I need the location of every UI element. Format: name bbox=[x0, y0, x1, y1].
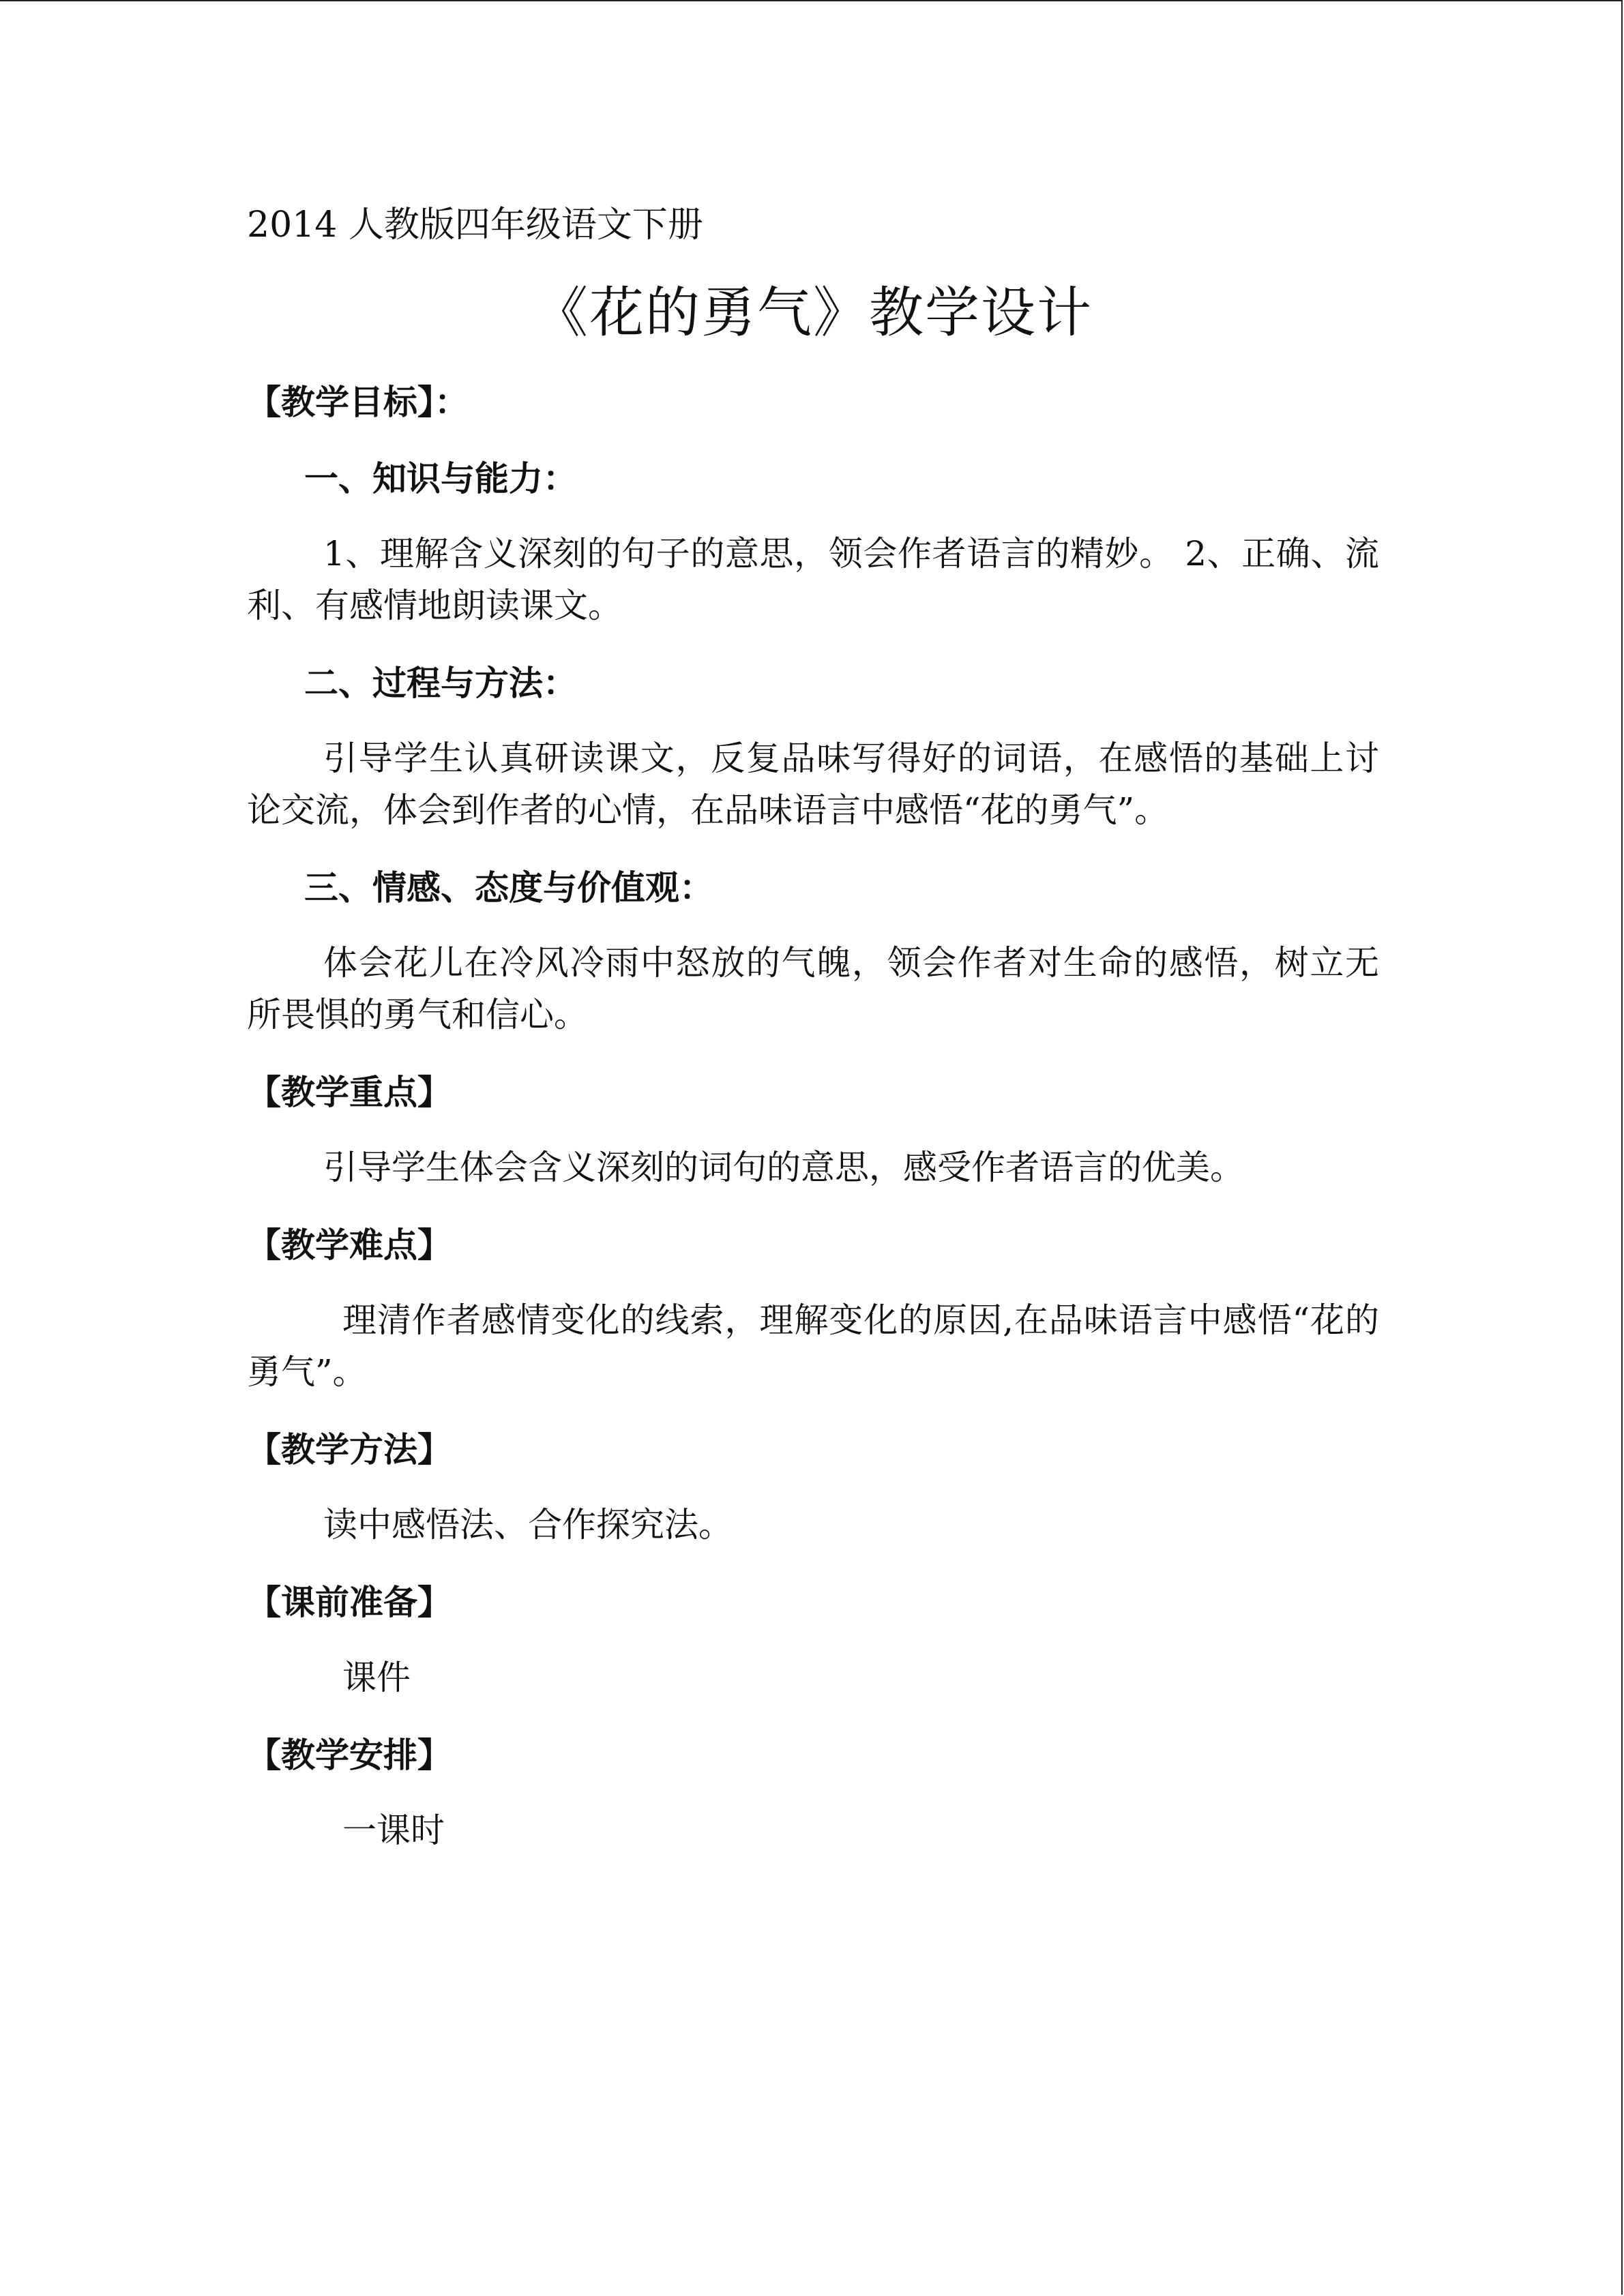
process-heading: 二、过程与方法： bbox=[304, 664, 577, 703]
methods-heading: 【教学方法】 bbox=[247, 1430, 452, 1470]
preparation-heading: 【课前准备】 bbox=[247, 1583, 452, 1622]
preparation-text: 课件 bbox=[342, 1658, 411, 1697]
methods-text: 读中感悟法、合作探究法。 bbox=[323, 1505, 733, 1545]
emotion-heading: 三、情感、态度与价值观： bbox=[304, 868, 713, 908]
knowledge-heading: 一、知识与能力： bbox=[304, 459, 577, 498]
arrangement-text: 一课时 bbox=[342, 1810, 445, 1850]
document-body bbox=[247, 198, 1379, 1881]
document-subtitle: 2014 人教版四年级语文下册 bbox=[247, 205, 703, 245]
process-text: 引导学生认真研读课文，反复品味写得好的词语，在感悟的基础上讨论交流，体会到作者的心情，在品味语言中感悟“花的勇气”。 bbox=[247, 739, 1379, 830]
objectives-heading: 【教学目标】： bbox=[247, 383, 469, 422]
key-points-text: 引导学生体会含义深刻的词句的意思，感受作者语言的优美。 bbox=[323, 1148, 1244, 1187]
key-points-heading: 【教学重点】 bbox=[247, 1073, 452, 1112]
difficulties-text: 理清作者感情变化的线索，理解变化的原因,在品味语言中感悟“花的勇气”。 bbox=[247, 1300, 1379, 1392]
emotion-text: 体会花儿在冷风冷雨中怒放的气魄，领会作者对生命的感悟，树立无所畏惧的勇气和信心。 bbox=[247, 943, 1379, 1034]
knowledge-text: 1、理解含义深刻的句子的意思，领会作者语言的精妙。 2、正确、流利、有感情地朗读课文。 bbox=[247, 534, 1379, 625]
document-title: 《花的勇气》教学设计 bbox=[533, 281, 1093, 344]
arrangement-heading: 【教学安排】 bbox=[247, 1735, 452, 1775]
difficulties-heading: 【教学难点】 bbox=[247, 1225, 452, 1265]
